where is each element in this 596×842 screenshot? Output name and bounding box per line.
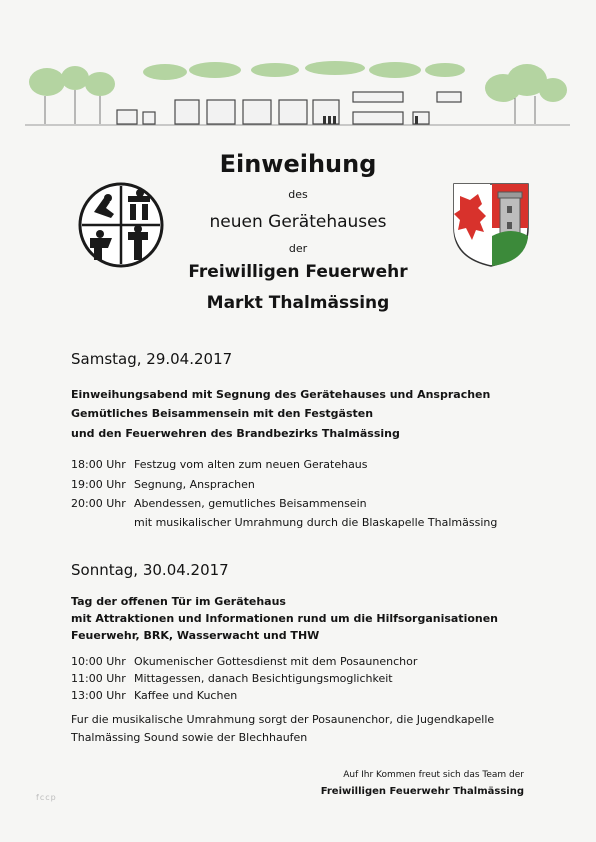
day2-intro-line: Tag der offenen Tür im Gerätehaus	[71, 595, 286, 608]
schedule-time: 10:00 Uhr	[71, 655, 126, 668]
day1-intro-line: Einweihungsabend mit Segnung des Gerätehauses und Ansprachen	[71, 388, 491, 401]
schedule-text: Mittagessen, danach Besichtigungsmoglichkeit	[134, 672, 393, 685]
schedule-row	[71, 478, 255, 491]
watermark: fccp	[36, 793, 57, 802]
schedule-time: 20:00 Uhr	[71, 497, 126, 510]
schedule-text: Okumenischer Gottesdienst mit dem Posaunenchor	[134, 655, 418, 668]
schedule-row	[71, 458, 368, 471]
day1-heading: Samstag, 29.04.2017	[71, 350, 233, 368]
subtitle-der: der	[288, 242, 308, 255]
subtitle-feuerwehr: Freiwilligen Feuerwehr	[188, 262, 408, 282]
subtitle-markt: Markt Thalmässing	[206, 293, 390, 313]
schedule-row	[71, 655, 417, 668]
day2-intro-line: Feuerwehr, BRK, Wasserwacht und THW	[71, 629, 320, 642]
schedule-time: 19:00 Uhr	[71, 478, 126, 491]
fire-brigade-emblem-icon	[78, 182, 164, 268]
schedule-time: 18:00 Uhr	[71, 458, 126, 471]
music-note-line: Thalmässing Sound sowie der Blechhaufen	[71, 731, 308, 744]
schedule-text: Segnung, Ansprachen	[134, 478, 255, 491]
subtitle-des: des	[288, 188, 308, 201]
music-note	[71, 711, 551, 747]
page-title: Einweihung	[219, 150, 377, 178]
day2-intro-line: mit Attraktionen und Informationen rund um die Hilfsorganisationen	[71, 612, 499, 625]
day1-intro-line: Gemütliches Beisammensein mit den Festgästen	[71, 407, 374, 420]
footer-team: Freiwilligen Feuerwehr Thalmässing	[320, 786, 524, 797]
schedule-time: 13:00 Uhr	[71, 689, 126, 702]
music-note-line: Fur die musikalische Umrahmung sorgt der Posaunenchor, die Jugendkapelle	[71, 713, 495, 726]
building-illustration	[25, 58, 570, 130]
schedule-text: Festzug vom alten zum neuen Geratehaus	[134, 458, 368, 471]
schedule-continuation: mit musikalischer Umrahmung durch die Blaskapelle Thalmässing	[134, 516, 498, 529]
schedule-row	[71, 497, 367, 510]
day1-intro-line: und den Feuerwehren des Brandbezirks Thalmässing	[71, 427, 400, 440]
day2-heading: Sonntag, 30.04.2017	[71, 561, 229, 579]
schedule-time: 11:00 Uhr	[71, 672, 126, 685]
subtitle-gerätehaus: neuen Gerätehauses	[209, 212, 387, 232]
coat-of-arms-icon	[452, 182, 530, 268]
schedule-text: Kaffee und Kuchen	[134, 689, 238, 702]
schedule-row	[71, 689, 237, 702]
schedule-row	[71, 672, 393, 685]
schedule-text: Abendessen, gemutliches Beisammensein	[134, 497, 367, 510]
footer-invitation: Auf Ihr Kommen freut sich das Team der	[343, 770, 524, 780]
